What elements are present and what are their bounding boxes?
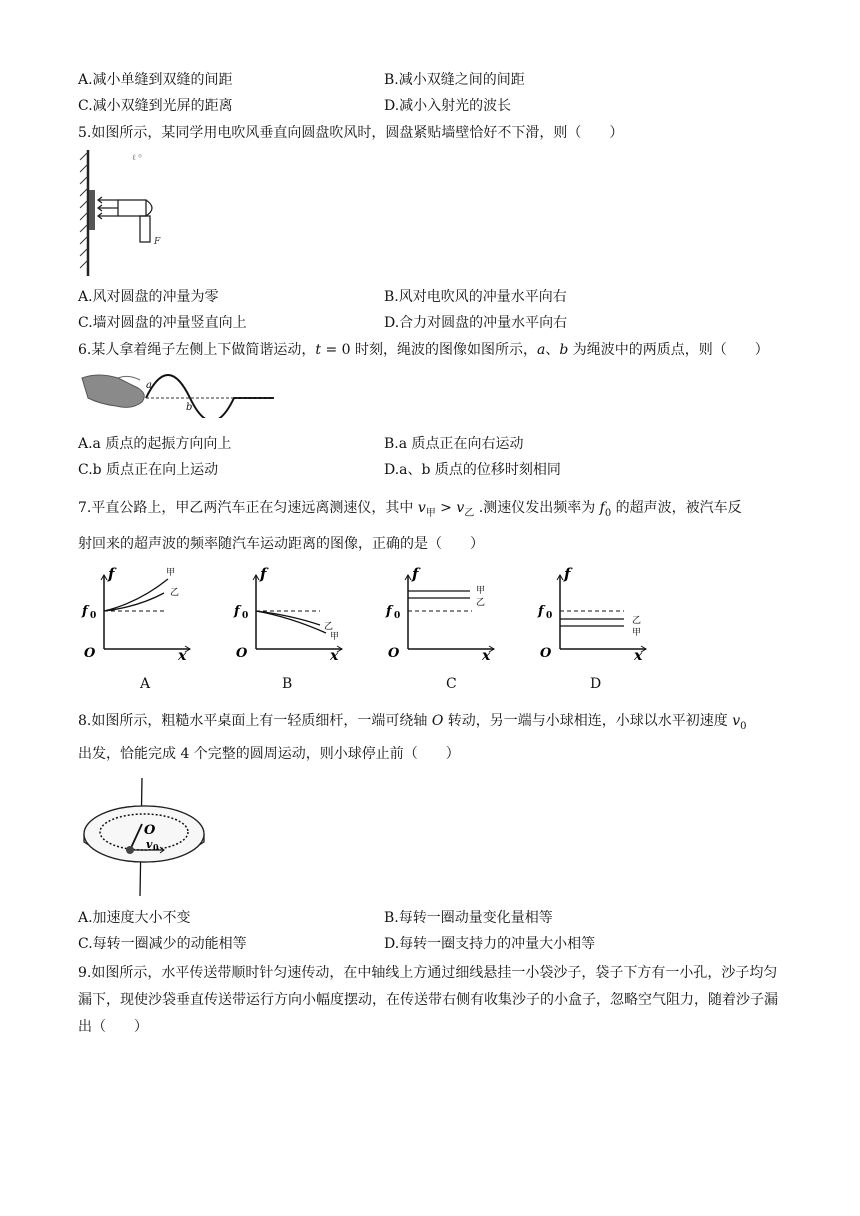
svg-text:甲: 甲 (476, 586, 486, 596)
q6-stem: 6.某人拿着绳子左侧上下做简谐运动，t = 0 时刻，绳波的图像如图所示，a、b 为绳波中的两质点，则（ ） (78, 342, 769, 358)
svg-text:0: 0 (242, 611, 249, 621)
q8-option-a: A.加速度大小不变 (78, 910, 191, 926)
q4-option-b: B.减小双缝之间的间距 (384, 72, 525, 88)
svg-text:f: f (412, 565, 419, 583)
q6-fig-label-b: b (186, 402, 193, 413)
q4-option-d: D.减小入射光的波长 (384, 98, 512, 114)
svg-text:f: f (538, 604, 544, 619)
q7-stem-line1: 7.平直公路上，甲乙两汽车正在匀速远离测速仪，其中 $v_甲 > v_乙$ .测速仪发出频率为 $f_0$ 的超声波，被汽车反 (78, 500, 742, 519)
svg-text:乙: 乙 (476, 598, 486, 608)
q8-stem-line1: 8.如图所示，粗糙水平桌面上有一轻质细杆，一端可绕轴 O 转动，另一端与小球相连，小球以水平初速度 $v_0$ (78, 713, 747, 732)
svg-text:0: 0 (90, 611, 97, 621)
svg-text:f: f (260, 565, 267, 583)
q4-option-a: A.减小单缝到双缝的间距 (78, 72, 233, 88)
svg-text:O: O (236, 646, 248, 661)
svg-text:f: f (564, 565, 571, 583)
svg-text:乙: 乙 (324, 622, 334, 632)
svg-text:f: f (386, 604, 392, 619)
q5-force-label: F (154, 237, 161, 247)
q7-stem-line2: 射回来的超声波的频率随汽车运动距离的图像，正确的是（ ） (78, 536, 484, 552)
q8-stem-line2: 出发，恰能完成 4 个完整的圆周运动，则小球停止前（ ） (78, 746, 460, 762)
q4-option-c: C.减小双缝到光屏的距离 (78, 98, 233, 114)
q6-option-c: C.b 质点正在向上运动 (78, 462, 219, 478)
q5-option-d: D.合力对圆盘的冲量水平向右 (384, 315, 568, 331)
q8-option-d: D.每转一圈支持力的冲量大小相等 (384, 936, 596, 952)
svg-text:f: f (234, 604, 240, 619)
svg-text:x: x (634, 648, 643, 661)
q7-caption-b: B (282, 676, 293, 692)
q9-stem: 9.如图所示，水平传送带顺时针匀速传动，在中轴线上方通过细线悬挂一小袋沙子，袋子下方有一小孔，沙子均匀漏下，现使沙袋垂直传送带运行方向小幅度摆动，在传送带右侧有收集沙子的小盒子，忽略空气阻力，随着沙子漏出（ ） (78, 965, 778, 1035)
q7-graph-b (230, 565, 350, 661)
svg-text:乙: 乙 (170, 588, 180, 598)
svg-text:O: O (84, 646, 96, 661)
svg-text:0: 0 (153, 842, 159, 852)
q5-option-c: C.墙对圆盘的冲量竖直向上 (78, 315, 247, 331)
q5-figure-hairdryer-disc (74, 148, 186, 278)
svg-text:0: 0 (394, 611, 401, 621)
svg-text:v: v (146, 838, 153, 851)
q5-option-a: A.风对圆盘的冲量为零 (78, 289, 219, 305)
q6-fig-label-a: a (146, 380, 152, 391)
q7-graph-d (534, 565, 654, 661)
svg-text:0: 0 (546, 611, 553, 621)
q6-option-d: D.a、b 质点的位移时刻相同 (384, 462, 561, 478)
svg-text:O: O (144, 823, 156, 838)
svg-text:甲: 甲 (632, 628, 642, 638)
svg-text:ℓ ⁰: ℓ ⁰ (132, 153, 142, 162)
q8-option-c: C.每转一圈减少的动能相等 (78, 936, 247, 952)
q8-option-b: B.每转一圈动量变化量相等 (384, 910, 553, 926)
q6-option-b: B.a 质点正在向右运动 (384, 436, 524, 452)
svg-text:O: O (540, 646, 552, 661)
q7-caption-c: C (446, 676, 457, 692)
q6-figure-rope-wave (78, 364, 278, 418)
svg-text:甲: 甲 (330, 632, 340, 642)
q6-option-a: A.a 质点的起振方向向上 (78, 436, 232, 452)
q7-graph-c (382, 565, 502, 661)
svg-text:乙: 乙 (632, 616, 642, 626)
q8-figure-rotating-rod (78, 778, 210, 898)
svg-text:f: f (108, 565, 115, 583)
q7-graph-a (78, 565, 198, 661)
svg-text:O: O (388, 646, 400, 661)
svg-text:x: x (330, 648, 339, 661)
q5-option-b: B.风对电吹风的冲量水平向右 (384, 289, 567, 305)
q7-caption-d: D (590, 676, 602, 692)
svg-text:x: x (178, 648, 187, 661)
svg-text:f: f (82, 604, 88, 619)
svg-text:甲: 甲 (166, 568, 176, 578)
svg-text:x: x (482, 648, 491, 661)
q5-stem: 5.如图所示，某同学用电吹风垂直向圆盘吹风时，圆盘紧贴墙壁恰好不下滑，则（ ） (78, 125, 624, 141)
q7-caption-a: A (140, 676, 151, 692)
